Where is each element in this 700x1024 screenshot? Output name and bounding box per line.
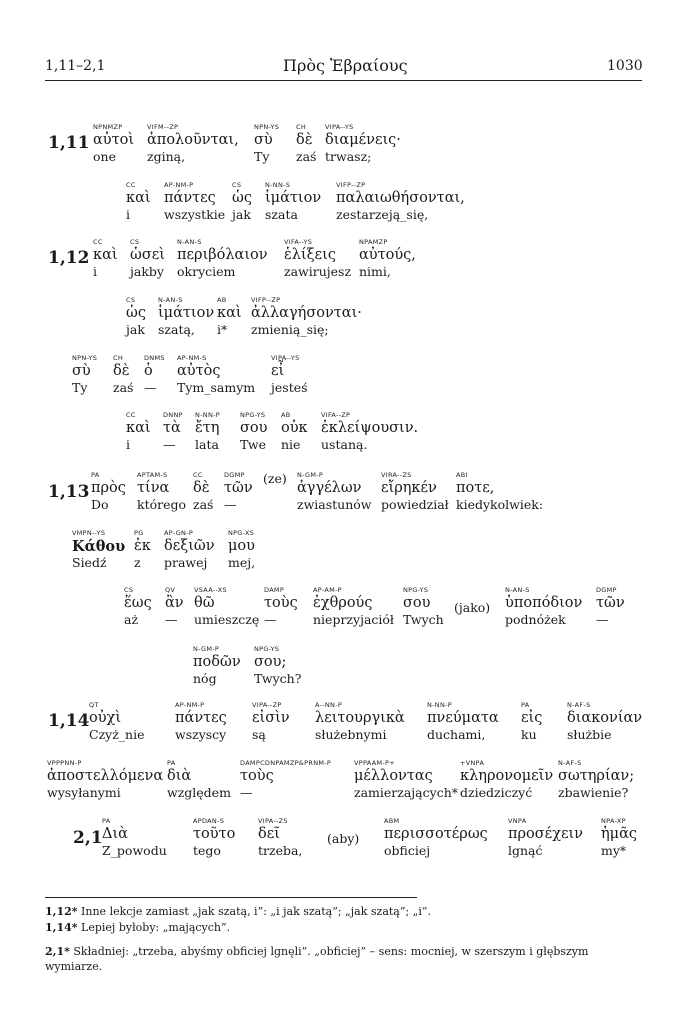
word-column [403,586,444,627]
parsing-code: ABM [384,817,400,825]
parsing-code: N-NN-S [265,181,291,189]
greek-word: σὺ [72,363,91,379]
parsing-code: NPNMZP [93,123,123,131]
parsing-code: PA [91,471,100,479]
greek-word: οὐχὶ [89,710,122,726]
greek-word: ἡμᾶς [601,826,638,842]
greek-word: εἰς [521,710,543,726]
greek-word: τῶν [596,595,625,611]
polish-gloss: mej, [228,555,256,570]
verse-number: 2,1 [73,828,103,848]
polish-gloss: Z_powodu [102,843,167,858]
polish-gloss: Twe [240,437,266,452]
polish-gloss: Twych? [254,671,302,686]
word-column [264,586,298,627]
greek-word: ἀπολοῦνται, [147,132,239,148]
word-column [601,817,637,858]
greek-word: ποδῶν [193,654,241,670]
parsing-code: CS [124,586,134,594]
word-column [284,238,351,279]
polish-gloss: (ze) [263,471,287,486]
polish-gloss: wszystkie [164,207,226,222]
greek-word: ἑλίξεις [284,247,336,263]
polish-gloss: (aby) [327,831,360,846]
greek-word: ἐχθρούς [313,595,373,611]
parsing-code: VMPN--YS [72,529,106,537]
word-column [126,181,151,222]
parsing-code: CC [126,181,136,189]
verse-number: 1,12 [48,248,90,268]
polish-gloss: zginą, [147,149,186,164]
footnote-1-12: 1,12* Inne lekcje zamiast „jak szatą, i”: „i jak szatą”; „jak szatą”; „i”. [45,905,432,918]
header-rule [45,80,642,81]
word-column [167,759,231,800]
parsing-code: VIFM--ZP [147,123,179,131]
parsing-code: DNMS [144,354,165,362]
polish-gloss: zwiastunów [297,497,372,512]
greek-word: δὲ [296,132,313,148]
greek-word: τίνα [137,480,170,496]
polish-gloss: wysyłanymi [47,785,121,800]
polish-gloss: obficiej [384,843,431,858]
word-column [263,471,287,486]
footnote-2-1: 2,1* Składniej: „trzeba, abyśmy obficiej lgnęli”. „obficiej” – sens: mocniej, w szerszym i głębszym wymiarze. [45,945,589,973]
word-column [567,701,642,742]
parsing-code: DGMP [224,471,245,479]
greek-word: ἔτη [195,420,220,436]
polish-gloss: i* [217,322,228,337]
word-column [359,238,416,279]
greek-word: ἀποστελλόμενα [47,768,164,784]
header-page-number: 1030 [607,58,643,74]
polish-gloss: aż [124,612,139,627]
polish-gloss: Czyż_nie [89,727,145,742]
parsing-code: A--NN-P [315,701,343,709]
word-column [102,817,167,858]
word-column [381,471,449,512]
polish-gloss: zbawienie? [558,785,629,800]
word-column [47,759,163,800]
greek-word: εἰσὶν [252,710,290,726]
parsing-code: VPPAAM-P+ [354,759,395,767]
word-column [91,471,126,512]
parsing-code: VIPA--YS [271,354,300,362]
polish-gloss: Twych [403,612,444,627]
greek-word: αὐτοὶ [93,132,135,148]
greek-word: πνεύματα [427,710,499,726]
polish-gloss: tego [193,843,221,858]
parsing-code: VIFA--YS [284,238,313,246]
word-column [232,181,252,222]
parsing-code: VIFP--ZP [251,296,281,304]
greek-word: σου; [254,654,287,670]
word-column [134,529,151,570]
parsing-code: NPG-XS [228,529,255,537]
polish-gloss: jak [126,322,145,337]
greek-word: παλαιωθήσονται, [336,190,465,206]
parsing-code: DAMP [264,586,285,594]
word-column [124,586,152,627]
polish-gloss: względem [167,785,231,800]
polish-gloss: zaś [193,497,214,512]
polish-gloss: trzeba, [258,843,303,858]
word-column [163,411,183,452]
greek-word: περιβόλαιον [177,247,268,263]
parsing-code: N-AF-S [567,701,591,709]
parsing-code: VIFP--ZP [336,181,366,189]
parsing-code: DNNP [163,411,183,419]
word-column [177,354,255,395]
parsing-code: NPN-YS [72,354,98,362]
word-column [336,181,465,222]
greek-word: ἂν [165,595,184,611]
word-column [113,354,133,395]
polish-gloss: — [224,497,237,512]
parsing-code: N-NN-P [195,411,220,419]
word-column [193,645,241,686]
polish-gloss: duchami, [427,727,486,742]
word-column [508,817,583,858]
word-column [137,471,186,512]
polish-gloss: one [93,149,116,164]
word-column [93,238,118,279]
word-column [158,296,214,337]
verse-number: 1,11 [48,133,90,153]
parsing-code: VIRA--ZS [381,471,412,479]
polish-gloss: Ty [254,149,270,164]
word-column [165,586,184,627]
polish-gloss: są [252,727,266,742]
polish-gloss: Do [91,497,109,512]
word-column [354,759,458,800]
parsing-code: CS [130,238,140,246]
word-column [271,354,308,395]
parsing-code: CH [113,354,124,362]
greek-word: πρὸς [91,480,126,496]
polish-gloss: (jako) [454,600,491,615]
greek-word: προσέχειν [508,826,583,842]
word-column [224,471,253,512]
greek-word: οὐκ [281,420,308,436]
greek-word: δὲ [113,363,130,379]
word-column [252,701,290,742]
word-column [505,586,582,627]
greek-word: καὶ [126,420,151,436]
polish-gloss: — [144,380,157,395]
greek-word: πάντες [175,710,227,726]
greek-word: σωτηρίαν; [558,768,635,784]
polish-gloss: trwasz; [325,149,372,164]
polish-gloss: służebnymi [315,727,387,742]
parsing-code: NPG-YS [254,645,280,653]
word-column [327,831,359,846]
greek-word: θῶ [194,595,215,611]
parsing-code: VIPA--YS [325,123,354,131]
footnote-1-14: 1,14* Lepiej byłoby: „mających”. [45,921,231,934]
parsing-code: PA [167,759,176,767]
greek-word: ὡς [232,190,252,206]
polish-gloss: — [264,612,277,627]
parsing-code: CC [126,411,136,419]
polish-gloss: zmienią_się; [251,322,329,337]
polish-gloss: nóg [193,671,217,686]
word-column [240,759,331,800]
word-column [217,296,242,337]
parsing-code: DGMP [596,586,617,594]
word-column [251,296,362,337]
greek-word: δεῖ [258,826,280,842]
greek-word: ποτε, [456,480,495,496]
word-column [147,123,239,164]
greek-word: τὰ [163,420,181,436]
greek-word: ὡς [126,305,146,321]
word-column [596,586,625,627]
word-column [265,181,321,222]
parsing-code: AP-AM-P [313,586,342,594]
greek-word: τῶν [224,480,253,496]
parsing-code: N-AN-S [158,296,183,304]
greek-word: σου [403,595,431,611]
greek-word: εἴρηκέν [381,480,437,496]
word-column [321,411,418,452]
parsing-code: CS [232,181,242,189]
parsing-code: NPG-YS [403,586,429,594]
word-column [427,701,499,742]
polish-gloss: i [126,437,130,452]
word-column [254,123,279,164]
word-column [144,354,165,395]
greek-word: διαμένεις· [325,132,401,148]
word-column [240,411,267,452]
word-column [130,238,165,279]
polish-gloss: Siedź [72,555,107,570]
polish-gloss: ku [521,727,537,742]
greek-word: ἐκλείψουσιν. [321,420,419,436]
polish-gloss: i [93,264,97,279]
parsing-code: VIPA--ZS [258,817,288,825]
header-reference: 1,11–2,1 [45,58,106,74]
greek-word: ἱμάτιον [158,305,215,321]
polish-gloss: szatą, [158,322,195,337]
verse-number: 1,13 [48,482,90,502]
verse-number: 1,14 [48,711,90,731]
parsing-code: PA [521,701,530,709]
greek-word: ἕως [124,595,152,611]
greek-word: ἀλλαγήσονται· [251,305,362,321]
word-column [126,296,146,337]
parsing-code: DAMPCDNPAMZP&PRNM-P [240,759,332,767]
word-column [254,645,301,686]
parsing-code: APDAN-S [193,817,225,825]
parsing-code: N-AF-S [558,759,582,767]
greek-word: ἀγγέλων [297,480,362,496]
polish-gloss: jesteś [271,380,308,395]
greek-word: δὲ [193,480,210,496]
polish-gloss: zestarzeją_się, [336,207,429,222]
parsing-code: VPPPNN-P [47,759,82,767]
word-column [460,759,553,800]
polish-gloss: umieszczę [194,612,260,627]
parsing-code: AP-NM-P [164,181,194,189]
polish-gloss: lata [195,437,219,452]
greek-word: ὑποπόδιον [505,595,583,611]
polish-gloss: Ty [72,380,88,395]
polish-gloss: — [163,437,176,452]
greek-word: κληρονομεῖν [460,768,554,784]
parsing-code: NPAMZP [359,238,388,246]
footnote-rule [45,897,417,898]
polish-gloss: nieprzyjaciół [313,612,394,627]
parsing-code: CH [296,123,307,131]
parsing-code: PA [102,817,111,825]
greek-word: Διὰ [102,826,128,842]
word-column [193,471,213,512]
word-column [558,759,634,800]
word-column [93,123,134,164]
greek-word: σὺ [254,132,273,148]
greek-word: καὶ [93,247,118,263]
greek-word: μέλλοντας [354,768,433,784]
parsing-code: AP-NM-S [177,354,207,362]
parsing-code: ABI [456,471,468,479]
word-column [195,411,220,452]
polish-gloss: kiedykolwiek: [456,497,544,512]
polish-gloss: lgnąć [508,843,543,858]
word-column [175,701,227,742]
parsing-code: PG [134,529,144,537]
polish-gloss: którego [137,497,187,512]
word-column [89,701,145,742]
word-column [454,600,490,615]
polish-gloss: zamierzających* [354,785,458,800]
parsing-code: QV [165,586,176,594]
polish-gloss: zaś [296,149,317,164]
parsing-code: VIPA--ZP [252,701,282,709]
polish-gloss: dziedziczyć [460,785,533,800]
polish-gloss: prawej [164,555,208,570]
parsing-code: N-GM-P [297,471,324,479]
greek-word: ἱμάτιον [265,190,322,206]
parsing-code: N-AN-S [505,586,530,594]
parsing-code: NPN-YS [254,123,280,131]
word-column [228,529,255,570]
parsing-code: VSAA--XS [194,586,227,594]
greek-word: καὶ [217,305,242,321]
word-column [296,123,316,164]
greek-word: ὡσεὶ [130,247,165,263]
word-column [177,238,268,279]
word-column [72,529,125,570]
greek-word: διακονίαν [567,710,643,726]
word-column [315,701,405,742]
greek-word: αὐτούς, [359,247,416,263]
polish-gloss: i [126,207,130,222]
word-column [258,817,302,858]
parsing-code: +VNPA [460,759,485,767]
greek-word: σου [240,420,268,436]
word-column [384,817,488,858]
parsing-code: AB [217,296,227,304]
polish-gloss: ustaną. [321,437,368,452]
greek-word: λειτουργικὰ [315,710,405,726]
polish-gloss: podnóżek [505,612,566,627]
word-column [297,471,372,512]
parsing-code: QT [89,701,99,709]
greek-word: τοῦτο [193,826,236,842]
greek-word: δεξιῶν [164,538,215,554]
polish-gloss: jakby [130,264,164,279]
greek-word: τοὺς [264,595,298,611]
parsing-code: AP-NM-P [175,701,205,709]
parsing-code: VNPA [508,817,527,825]
greek-word: περισσοτέρως [384,826,488,842]
polish-gloss: — [596,612,609,627]
parsing-code: CC [93,238,103,246]
polish-gloss: zawirujesz [284,264,352,279]
word-column [521,701,542,742]
word-column [164,529,215,570]
polish-gloss: nie [281,437,301,452]
word-column [126,411,151,452]
polish-gloss: okryciem [177,264,236,279]
word-column [72,354,97,395]
parsing-code: N-NN-P [427,701,452,709]
parsing-code: VIFA--ZP [321,411,351,419]
polish-gloss: szata [265,207,298,222]
word-column [456,471,543,512]
greek-word: μου [228,538,255,554]
parsing-code: NPA-XP [601,817,626,825]
greek-word: καὶ [126,190,151,206]
parsing-code: AP-GN-P [164,529,194,537]
greek-word: εἶ [271,363,285,379]
word-column [193,817,235,858]
polish-gloss: my* [601,843,627,858]
word-column [281,411,308,452]
parsing-code: N-AN-S [177,238,202,246]
parsing-code: CS [126,296,136,304]
greek-word: ἐκ [134,538,151,554]
greek-word: αὐτὸς [177,363,221,379]
polish-gloss: Tym_samym [177,380,256,395]
polish-gloss: służbie [567,727,612,742]
greek-word: τοὺς [240,768,274,784]
word-column [194,586,259,627]
polish-gloss: jak [232,207,251,222]
polish-gloss: wszyscy [175,727,227,742]
polish-gloss: — [240,785,253,800]
parsing-code: APTAM-S [137,471,168,479]
parsing-code: CC [193,471,203,479]
polish-gloss: — [165,612,178,627]
word-column [313,586,394,627]
parsing-code: N-GM-P [193,645,220,653]
parsing-code: NPG-YS [240,411,266,419]
polish-gloss: powiedział [381,497,449,512]
polish-gloss: nimi, [359,264,391,279]
greek-word: διὰ [167,768,192,784]
greek-word: ὁ [144,363,153,379]
greek-word: πάντες [164,190,216,206]
word-column [325,123,401,164]
word-column [164,181,225,222]
polish-gloss: z [134,555,141,570]
greek-word: Κάθου [72,538,126,555]
parsing-code: AB [281,411,291,419]
header-book-title: Πρὸς Ἑβραίους [283,56,408,75]
polish-gloss: zaś [113,380,134,395]
